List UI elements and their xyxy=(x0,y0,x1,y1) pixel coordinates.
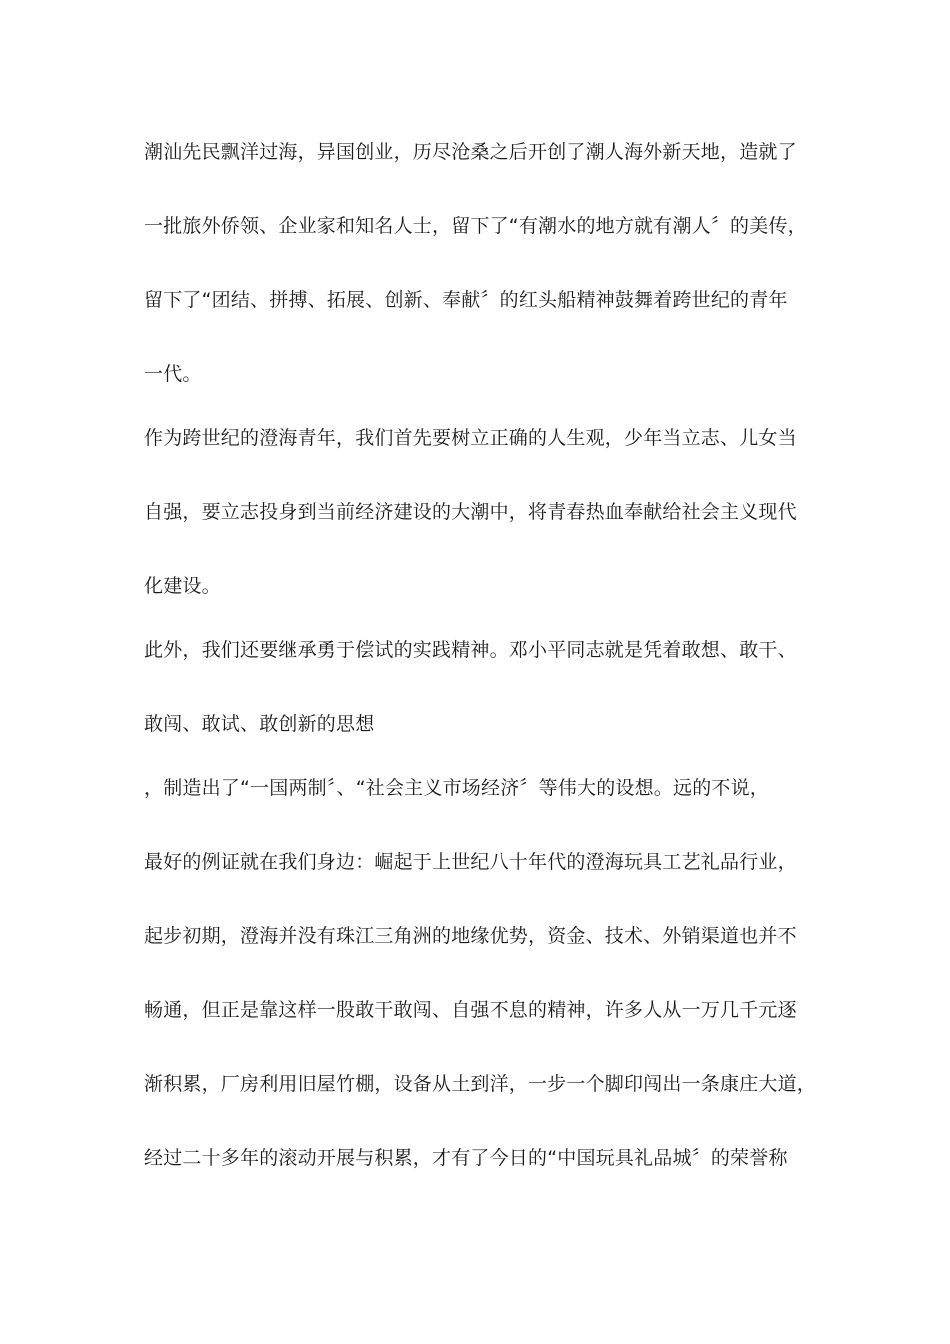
text-line: 作为跨世纪的澄海青年，我们首先要树立正确的人生观，少年当立志、儿女当 xyxy=(144,427,797,449)
text-line: 潮汕先民飘洋过海，异国创业，历尽沧桑之后开创了潮人海外新天地，造就了 xyxy=(144,141,797,163)
text-line: 畅通，但正是靠这样一股敢干敢闯、自强不息的精神，许多人从一万几千元逐 xyxy=(144,999,797,1021)
text-line: 一代。 xyxy=(144,363,202,385)
text-line: 经过二十多年的滚动开展与积累，才有了今日的“中国玩具礼品城〞的荣誉称 xyxy=(144,1147,788,1169)
text-line: 此外，我们还要继承勇于偿试的实践精神。邓小平同志就是凭着敢想、敢干、 xyxy=(144,639,797,661)
text-line: 留下了“团结、拼搏、拓展、创新、奉献〞的红头船精神鼓舞着跨世纪的青年 xyxy=(144,289,788,311)
text-line: 化建设。 xyxy=(144,575,221,597)
text-line: 最好的例证就在我们身边：崛起于上世纪八十年代的澄海玩具工艺礼品行业， xyxy=(144,851,797,873)
text-line: 一批旅外侨领、企业家和知名人士，留下了“有潮水的地方就有潮人〞的美传， xyxy=(144,215,807,237)
text-line: 敢闯、敢试、敢创新的思想 xyxy=(144,713,375,735)
text-line: 自强，要立志投身到当前经济建设的大潮中，将青春热血奉献给社会主义现代 xyxy=(144,501,797,523)
text-line: 渐积累，厂房利用旧屋竹棚，设备从土到洋，一步一个脚印闯出一条康庄大道， xyxy=(144,1073,817,1095)
text-line: 起步初期，澄海并没有珠江三角洲的地缘优势，资金、技术、外销渠道也并不 xyxy=(144,925,797,947)
text-line: ，制造出了“一国两制〞、“社会主义市场经济〞等伟大的设想。远的不说， xyxy=(144,777,769,799)
